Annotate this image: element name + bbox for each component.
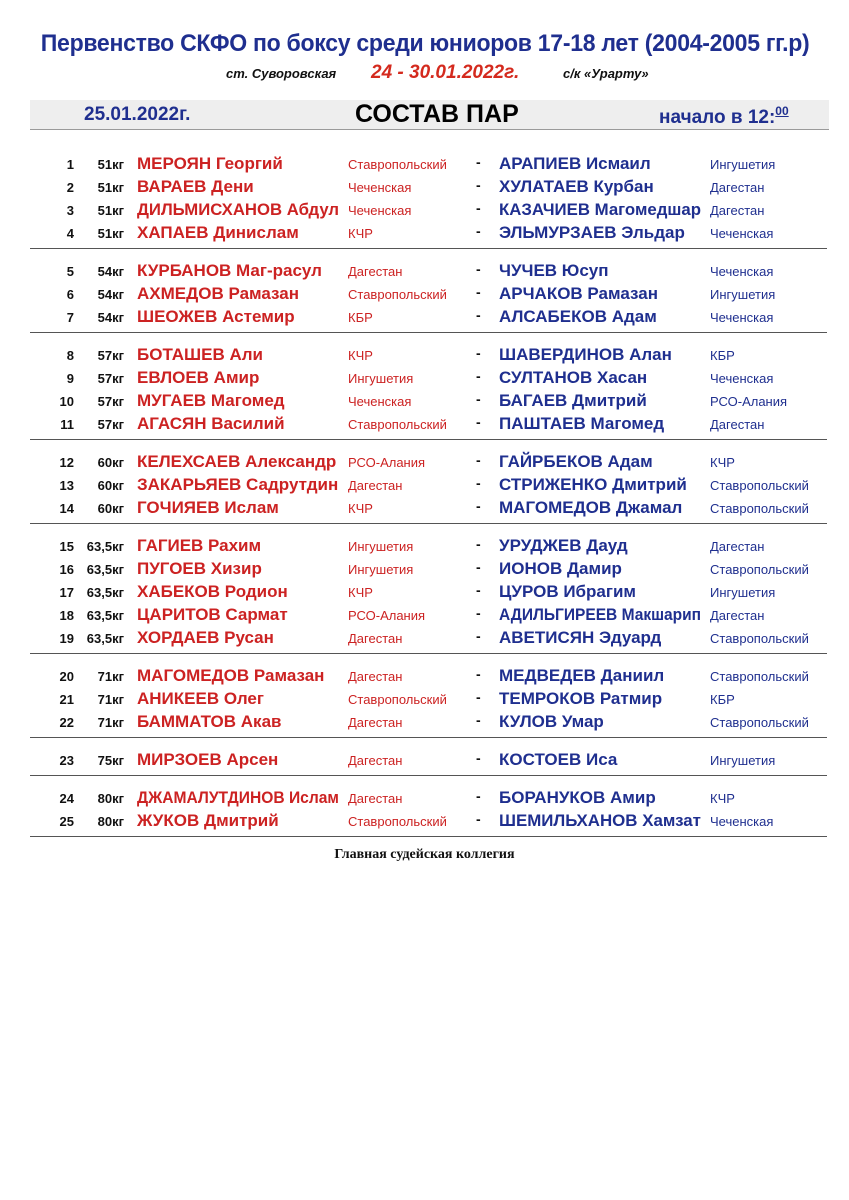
versus-dash: -: [476, 307, 481, 323]
blue-corner-boxer-text: КОСТОЕВ Иса: [499, 750, 618, 769]
blue-corner-boxer: [499, 582, 636, 602]
red-corner-boxer: [137, 154, 283, 174]
weight-class: 54кг: [97, 264, 124, 279]
blue-corner-region: Чеченская: [710, 226, 774, 241]
blue-corner-region: Чеченская: [710, 310, 774, 325]
versus-dash: -: [476, 345, 481, 361]
red-corner-region: Дагестан: [348, 791, 403, 806]
blue-corner-boxer: [499, 689, 662, 709]
weight-class: 51кг: [97, 157, 124, 172]
blue-corner-boxer: [499, 200, 703, 220]
blue-corner-boxer: [499, 475, 687, 495]
bout-row: [30, 605, 827, 628]
session-date: 25.01.2022г.: [84, 104, 191, 125]
red-corner-region: КЧР: [348, 585, 373, 600]
red-corner-boxer: [137, 414, 285, 434]
bout-number: 17: [59, 585, 74, 600]
red-corner-boxer-text: ЕВЛОЕВ Амир: [137, 368, 260, 387]
red-corner-boxer-text: БОТАШЕВ Али: [137, 345, 263, 364]
red-corner-boxer-text: ДЖАМАЛУТДИНОВ Ислам: [137, 788, 339, 807]
bout-number: 11: [60, 417, 74, 432]
red-corner-boxer: [137, 177, 254, 197]
blue-corner-region: Ставропольский: [710, 501, 809, 516]
bout-row: [30, 345, 827, 368]
weight-class: 57кг: [97, 348, 124, 363]
bout-number: 4: [66, 226, 74, 241]
versus-dash: -: [476, 261, 481, 277]
red-corner-region: Ингушетия: [348, 539, 414, 554]
red-corner-boxer-text: МАГОМЕДОВ Рамазан: [137, 666, 325, 685]
red-corner-boxer: [137, 750, 278, 770]
red-corner-region: Ставропольский: [348, 814, 447, 829]
sports-complex: с/к «Урарту»: [563, 66, 649, 81]
blue-corner-boxer: [499, 368, 647, 388]
red-corner-boxer-text: АХМЕДОВ Рамазан: [137, 284, 299, 303]
red-corner-boxer-text: КУРБАНОВ Маг-расул: [137, 261, 322, 280]
blue-corner-boxer-text: МАГОМЕДОВ Джамал: [499, 498, 683, 517]
blue-corner-boxer: [499, 559, 622, 579]
page-title: СОСТАВ ПАР: [355, 100, 519, 128]
red-corner-region: КЧР: [348, 226, 373, 241]
blue-corner-boxer-text: СУЛТАНОВ Хасан: [499, 368, 648, 387]
versus-dash: -: [476, 605, 481, 621]
blue-corner-boxer-text: АЛСАБЕКОВ Адам: [499, 307, 657, 326]
weight-class: 54кг: [97, 310, 124, 325]
red-corner-boxer: [137, 605, 288, 625]
blue-corner-boxer-text: МЕДВЕДЕВ Даниил: [499, 666, 665, 685]
blue-corner-boxer-text: ЧУЧЕВ Юсуп: [499, 261, 609, 280]
red-corner-boxer-text: ГАГИЕВ Рахим: [137, 536, 262, 555]
red-corner-region: Чеченская: [348, 203, 412, 218]
bout-row: [30, 582, 827, 605]
bout-number: 8: [66, 348, 74, 363]
blue-corner-boxer: [499, 154, 651, 174]
weight-class: 57кг: [97, 371, 124, 386]
red-corner-boxer: [137, 712, 281, 732]
blue-corner-boxer-text: ЭЛЬМУРЗАЕВ Эльдар: [499, 223, 685, 242]
blue-corner-region: Дагестан: [710, 539, 765, 554]
red-corner-region: Ставропольский: [348, 692, 447, 707]
start-time: [659, 104, 789, 129]
blue-corner-region: Чеченская: [710, 814, 774, 829]
blue-corner-region: КЧР: [710, 455, 735, 470]
bout-row: [30, 177, 827, 200]
red-corner-boxer: [137, 261, 322, 281]
weight-class: 63,5кг: [86, 608, 124, 623]
tournament-dates: 24 - 30.01.2022г.: [371, 62, 520, 83]
red-corner-region: КБР: [348, 310, 373, 325]
bout-number: 9: [66, 371, 74, 386]
start-time-label: начало в 12:: [659, 107, 776, 128]
bout-row: [30, 284, 827, 307]
judges-panel-caption: Главная судейская коллегия: [334, 847, 515, 862]
blue-corner-boxer: [499, 666, 664, 686]
weight-group: [30, 788, 827, 837]
blue-corner-boxer-text: ТЕМРОКОВ Ратмир: [499, 689, 663, 708]
weight-class: 80кг: [97, 791, 124, 806]
blue-corner-region: РСО-Алания: [710, 394, 788, 409]
blue-corner-boxer-text: АВЕТИСЯН Эдуард: [499, 628, 662, 647]
blue-corner-boxer-text: АРАПИЕВ Исмаил: [499, 154, 651, 173]
red-corner-boxer-text: МЕРОЯН Георгий: [137, 154, 283, 173]
blue-corner-region: Ставропольский: [710, 562, 809, 577]
red-corner-boxer-text: АНИКЕЕВ Олег: [137, 689, 264, 708]
red-corner-boxer-text: АГАСЯН Василий: [137, 414, 285, 433]
blue-corner-boxer: [499, 536, 628, 556]
blue-corner-boxer-text: ПАШТАЕВ Магомед: [499, 414, 665, 433]
red-corner-boxer: [137, 811, 279, 831]
blue-corner-boxer-text: СТРИЖЕНКО Дмитрий: [499, 475, 687, 494]
blue-corner-boxer-text: ШЕМИЛЬХАНОВ Хамзат: [499, 811, 701, 830]
bout-number: 1: [66, 157, 74, 172]
red-corner-boxer-text: МИРЗОЕВ Арсен: [137, 750, 279, 769]
blue-corner-boxer-text: БОРАНУКОВ Амир: [499, 788, 656, 807]
red-corner-region: КЧР: [348, 348, 373, 363]
red-corner-boxer-text: ЗАКАРЬЯЕВ Садрутдин: [137, 475, 339, 494]
weight-class: 71кг: [97, 669, 124, 684]
red-corner-region: РСО-Алания: [348, 608, 426, 623]
bout-number: 25: [59, 814, 74, 829]
bout-number: 2: [66, 180, 74, 195]
bout-number: 21: [59, 692, 74, 707]
red-corner-boxer: [137, 368, 259, 388]
bout-number: 5: [66, 264, 74, 279]
weight-class: 60кг: [97, 455, 124, 470]
blue-corner-boxer-text: БАГАЕВ Дмитрий: [499, 391, 647, 410]
bout-number: 24: [59, 791, 74, 806]
weight-class: 63,5кг: [86, 562, 124, 577]
weight-group: [30, 452, 827, 524]
blue-corner-boxer-text: УРУДЖЕВ Дауд: [499, 536, 628, 555]
weight-group: [30, 666, 827, 738]
weight-class: 75кг: [97, 753, 124, 768]
blue-corner-boxer: [499, 452, 653, 472]
red-corner-boxer: [137, 475, 338, 495]
weight-class: 63,5кг: [86, 539, 124, 554]
blue-corner-region: Чеченская: [710, 264, 774, 279]
red-corner-boxer-text: ВАРАЕВ Дени: [137, 177, 254, 196]
red-corner-boxer-text: ШЕОЖЕВ Астемир: [137, 307, 295, 326]
red-corner-boxer-text: ПУГОЕВ Хизир: [137, 559, 262, 578]
blue-corner-boxer: [499, 750, 617, 770]
blue-corner-boxer-text: ХУЛАТАЕВ Курбан: [499, 177, 654, 196]
versus-dash: -: [476, 712, 481, 728]
bout-row: [30, 414, 827, 437]
bout-number: 3: [66, 203, 74, 218]
bout-row: [30, 200, 827, 223]
bout-row: [30, 750, 827, 773]
blue-corner-region: Дагестан: [710, 180, 765, 195]
bout-number: 18: [59, 608, 74, 623]
weight-class: 51кг: [97, 203, 124, 218]
blue-corner-region: Ингушетия: [710, 585, 776, 600]
blue-corner-boxer: [499, 261, 609, 281]
blue-corner-boxer-text: ИОНОВ Дамир: [499, 559, 622, 578]
versus-dash: -: [476, 628, 481, 644]
versus-dash: -: [476, 536, 481, 552]
blue-corner-region: Ингушетия: [710, 157, 776, 172]
versus-dash: -: [476, 452, 481, 468]
red-corner-boxer-text: ХОРДАЕВ Русан: [137, 628, 274, 647]
bout-row: [30, 223, 827, 246]
bout-number: 16: [59, 562, 74, 577]
red-corner-region: Дагестан: [348, 264, 403, 279]
bout-row: [30, 368, 827, 391]
blue-corner-boxer: [499, 811, 702, 831]
red-corner-boxer: [137, 536, 261, 556]
versus-dash: -: [476, 368, 481, 384]
red-corner-boxer-text: БАММАТОВ Акав: [137, 712, 282, 731]
red-corner-region: Дагестан: [348, 753, 403, 768]
venue-place: ст. Суворовская: [226, 66, 337, 81]
tournament-title: Первенство СКФО по боксу среди юниоров 17-18 лет (2004-2005 гг.р): [40, 30, 810, 57]
blue-corner-boxer-text: АДИЛЬГИРЕЕВ Макшарип: [499, 605, 702, 624]
blue-corner-region: КЧР: [710, 791, 735, 806]
red-corner-boxer: [137, 559, 262, 579]
blue-corner-boxer: [499, 345, 672, 365]
versus-dash: -: [476, 811, 481, 827]
red-corner-boxer: [137, 628, 274, 648]
bout-number: 23: [59, 753, 74, 768]
versus-dash: -: [476, 414, 481, 430]
red-corner-region: Ингушетия: [348, 562, 414, 577]
versus-dash: -: [476, 200, 481, 216]
red-corner-boxer-text: ХАПАЕВ Динислам: [137, 223, 299, 242]
bout-row: [30, 788, 827, 811]
blue-corner-boxer-text: ЦУРОВ Ибрагим: [499, 582, 636, 601]
blue-corner-boxer-text: КУЛОВ Умар: [499, 712, 604, 731]
bout-row: [30, 154, 827, 177]
red-corner-region: КЧР: [348, 501, 373, 516]
bout-row: [30, 391, 827, 414]
red-corner-boxer-text: ЖУКОВ Дмитрий: [137, 811, 279, 830]
red-corner-boxer-text: МУГАЕВ Магомед: [137, 391, 285, 410]
weight-group: [30, 261, 827, 333]
red-corner-region: Дагестан: [348, 669, 403, 684]
red-corner-boxer: [137, 498, 279, 518]
bout-row: [30, 536, 827, 559]
blue-corner-region: Дагестан: [710, 203, 765, 218]
versus-dash: -: [476, 750, 481, 766]
blue-corner-region: Ставропольский: [710, 715, 809, 730]
blue-corner-boxer: [499, 712, 604, 732]
red-corner-boxer: [137, 284, 299, 304]
versus-dash: -: [476, 223, 481, 239]
bout-row: [30, 452, 827, 475]
blue-corner-region: Дагестан: [710, 608, 765, 623]
bout-number: 6: [66, 287, 74, 302]
versus-dash: -: [476, 582, 481, 598]
subtitle-row: [0, 62, 849, 84]
red-corner-boxer: [137, 345, 263, 365]
bout-number: 15: [59, 539, 74, 554]
bout-pairs-table: [30, 154, 827, 849]
bout-row: [30, 666, 827, 689]
red-corner-region: Ставропольский: [348, 417, 447, 432]
start-time-minutes: 00: [775, 104, 789, 118]
versus-dash: -: [476, 475, 481, 491]
red-corner-boxer-text: ГОЧИЯЕВ Ислам: [137, 498, 279, 517]
weight-class: 60кг: [97, 501, 124, 516]
red-corner-region: Ингушетия: [348, 371, 414, 386]
blue-corner-boxer: [499, 414, 664, 434]
weight-group: [30, 750, 827, 776]
red-corner-boxer: [137, 307, 295, 327]
red-corner-boxer: [137, 391, 285, 411]
blue-corner-boxer: [499, 788, 656, 808]
bout-row: [30, 628, 827, 651]
red-corner-boxer-text: ДИЛЬМИСХАНОВ Абдул: [137, 200, 340, 219]
bout-number: 20: [59, 669, 74, 684]
red-corner-boxer-text: КЕЛЕХСАЕВ Александр: [137, 452, 337, 471]
blue-corner-boxer-text: АРЧАКОВ Рамазан: [499, 284, 658, 303]
weight-class: 60кг: [97, 478, 124, 493]
blue-corner-boxer: [499, 177, 654, 197]
weight-class: 71кг: [97, 715, 124, 730]
red-corner-boxer-text: ХАБЕКОВ Родион: [137, 582, 288, 601]
blue-corner-region: Ставропольский: [710, 631, 809, 646]
weight-class: 51кг: [97, 180, 124, 195]
versus-dash: -: [476, 177, 481, 193]
versus-dash: -: [476, 689, 481, 705]
weight-class: 57кг: [97, 394, 124, 409]
red-corner-region: Ставропольский: [348, 287, 447, 302]
weight-group: [30, 345, 827, 440]
red-corner-region: Чеченская: [348, 394, 412, 409]
schedule-header-bar: [30, 100, 829, 130]
blue-corner-boxer: [499, 498, 682, 518]
blue-corner-region: Ставропольский: [710, 478, 809, 493]
weight-class: 80кг: [97, 814, 124, 829]
weight-class: 71кг: [97, 692, 124, 707]
versus-dash: -: [476, 498, 481, 514]
red-corner-region: Чеченская: [348, 180, 412, 195]
weight-group: [30, 154, 827, 249]
bout-row: [30, 307, 827, 330]
red-corner-boxer: [137, 582, 288, 602]
blue-corner-boxer: [499, 605, 720, 625]
versus-dash: -: [476, 391, 481, 407]
weight-class: 51кг: [97, 226, 124, 241]
blue-corner-region: Ингушетия: [710, 287, 776, 302]
red-corner-boxer: [137, 452, 336, 472]
blue-corner-boxer-text: КАЗАЧИЕВ Магомедшар: [499, 200, 702, 219]
blue-corner-boxer: [499, 391, 647, 411]
weight-class: 63,5кг: [86, 631, 124, 646]
weight-group: [30, 536, 827, 654]
blue-corner-region: КБР: [710, 348, 735, 363]
weight-class: 63,5кг: [86, 585, 124, 600]
bout-number: 19: [59, 631, 74, 646]
versus-dash: -: [476, 788, 481, 804]
blue-corner-region: Дагестан: [710, 417, 765, 432]
blue-corner-boxer: [499, 628, 661, 648]
bout-number: 12: [59, 455, 74, 470]
weight-class: 54кг: [97, 287, 124, 302]
red-corner-region: Ставропольский: [348, 157, 447, 172]
versus-dash: -: [476, 559, 481, 575]
bout-number: 13: [59, 478, 74, 493]
bout-row: [30, 475, 827, 498]
bout-row: [30, 559, 827, 582]
red-corner-boxer: [137, 223, 299, 243]
red-corner-boxer: [137, 788, 357, 808]
versus-dash: -: [476, 666, 481, 682]
bout-number: 14: [59, 501, 74, 516]
bout-row: [30, 498, 827, 521]
blue-corner-boxer-text: ГАЙРБЕКОВ Адам: [499, 452, 653, 471]
versus-dash: -: [476, 154, 481, 170]
blue-corner-boxer: [499, 284, 658, 304]
red-corner-boxer: [137, 200, 342, 220]
blue-corner-boxer: [499, 223, 685, 243]
red-corner-boxer: [137, 666, 324, 686]
red-corner-boxer: [137, 689, 264, 709]
red-corner-region: РСО-Алания: [348, 455, 426, 470]
blue-corner-region: Чеченская: [710, 371, 774, 386]
weight-class: 57кг: [97, 417, 124, 432]
blue-corner-region: Ингушетия: [710, 753, 776, 768]
red-corner-region: Дагестан: [348, 478, 403, 493]
bout-row: [30, 689, 827, 712]
blue-corner-region: КБР: [710, 692, 735, 707]
red-corner-region: Дагестан: [348, 715, 403, 730]
red-corner-boxer-text: ЦАРИТОВ Сармат: [137, 605, 288, 624]
versus-dash: -: [476, 284, 481, 300]
red-corner-region: Дагестан: [348, 631, 403, 646]
bout-number: 22: [59, 715, 74, 730]
bout-row: [30, 712, 827, 735]
bout-number: 10: [59, 394, 74, 409]
blue-corner-boxer-text: ШАВЕРДИНОВ Алан: [499, 345, 672, 364]
bout-row: [30, 261, 827, 284]
bout-number: 7: [66, 310, 74, 325]
blue-corner-boxer: [499, 307, 657, 327]
blue-corner-region: Ставропольский: [710, 669, 809, 684]
bout-row: [30, 811, 827, 834]
